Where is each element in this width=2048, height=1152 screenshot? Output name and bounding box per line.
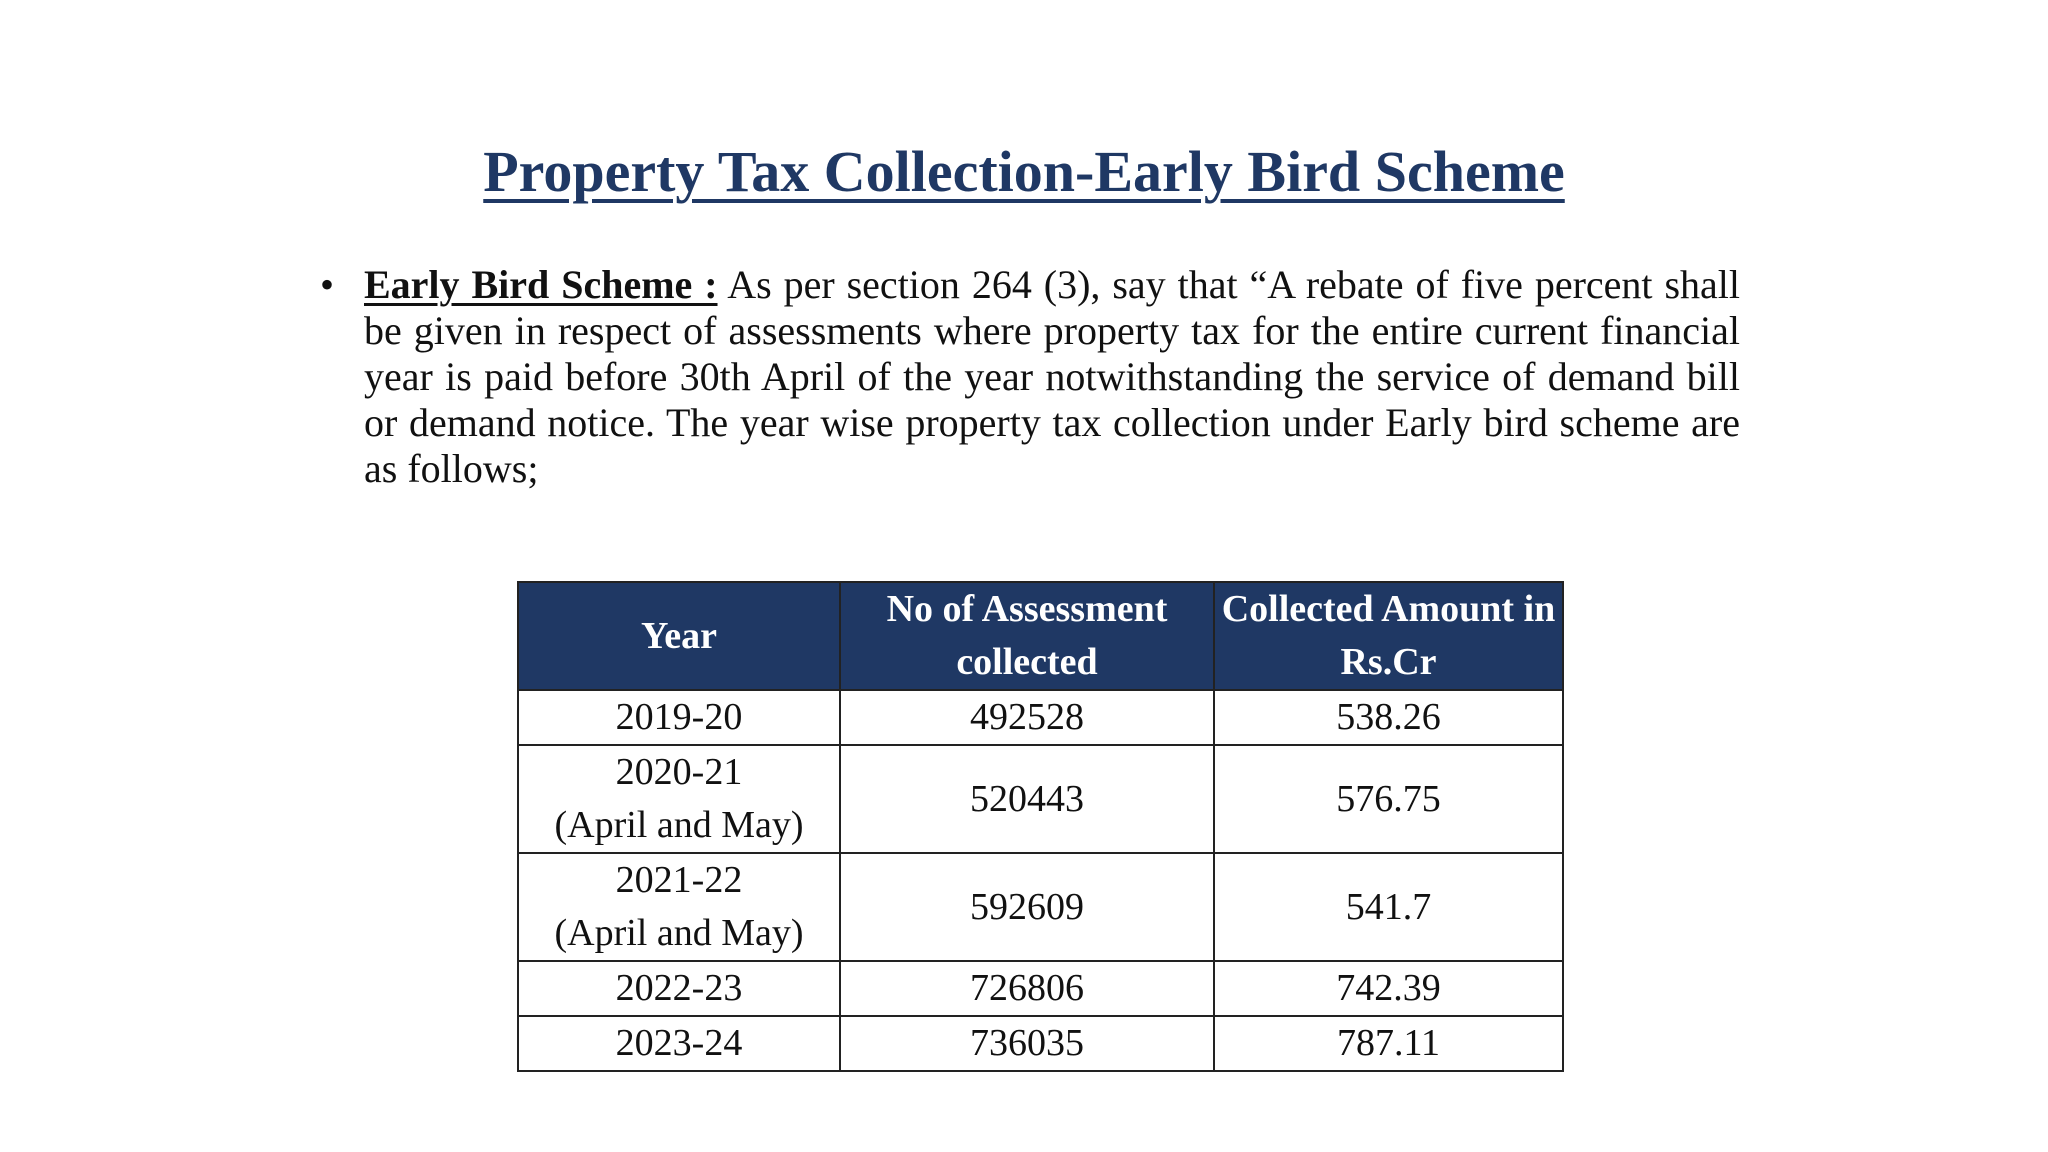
- count-cell: 736035: [840, 1016, 1214, 1071]
- page-title: Property Tax Collection-Early Bird Scheme: [483, 139, 1565, 204]
- count-cell: 726806: [840, 961, 1214, 1016]
- year-note: (April and May): [554, 912, 804, 954]
- year-label: 2023-24: [615, 1022, 743, 1064]
- year-label: 2020-21: [615, 751, 743, 793]
- amount-cell: 538.26: [1214, 690, 1563, 745]
- year-cell: [518, 961, 840, 1016]
- count-cell: 492528: [840, 690, 1214, 745]
- table-row: [518, 745, 1563, 853]
- table-row: [518, 961, 1563, 1016]
- table-row: [518, 690, 1563, 745]
- amount-cell: 541.7: [1214, 853, 1563, 961]
- table-row: [518, 1016, 1563, 1071]
- bullet-text: As per section 264 (3), say that “A rebate of five percent shall be given in respect of assessments where property tax for the entire current financial year is paid before 30th April of the year notwithstanding the service of demand bill or demand notice. The year wise property tax collection under Early bird scheme are as follows;: [364, 262, 1740, 491]
- year-cell: [518, 853, 840, 961]
- year-note: (April and May): [554, 804, 804, 846]
- amount-cell: 787.11: [1214, 1016, 1563, 1071]
- count-cell: 592609: [840, 853, 1214, 961]
- header-year: Year: [518, 582, 840, 690]
- year-cell: [518, 1016, 840, 1071]
- year-label: 2022-23: [615, 967, 743, 1009]
- bullet-lead: Early Bird Scheme :: [364, 262, 718, 307]
- year-cell: [518, 690, 840, 745]
- header-collected-amount: Collected Amount in Rs.Cr: [1214, 582, 1563, 690]
- bullet-item: [320, 262, 1740, 492]
- table-header-row: [518, 582, 1563, 690]
- amount-cell: 576.75: [1214, 745, 1563, 853]
- table-row: [518, 853, 1563, 961]
- amount-cell: 742.39: [1214, 961, 1563, 1016]
- collection-table: [517, 581, 1564, 1072]
- bullet-paragraph: [364, 262, 1740, 492]
- year-label: 2019-20: [615, 696, 743, 738]
- year-label: 2021-22: [615, 859, 743, 901]
- year-cell: [518, 745, 840, 853]
- header-assessment-count: No of Assessment collected: [840, 582, 1214, 690]
- count-cell: 520443: [840, 745, 1214, 853]
- bullet-icon: •: [320, 262, 335, 307]
